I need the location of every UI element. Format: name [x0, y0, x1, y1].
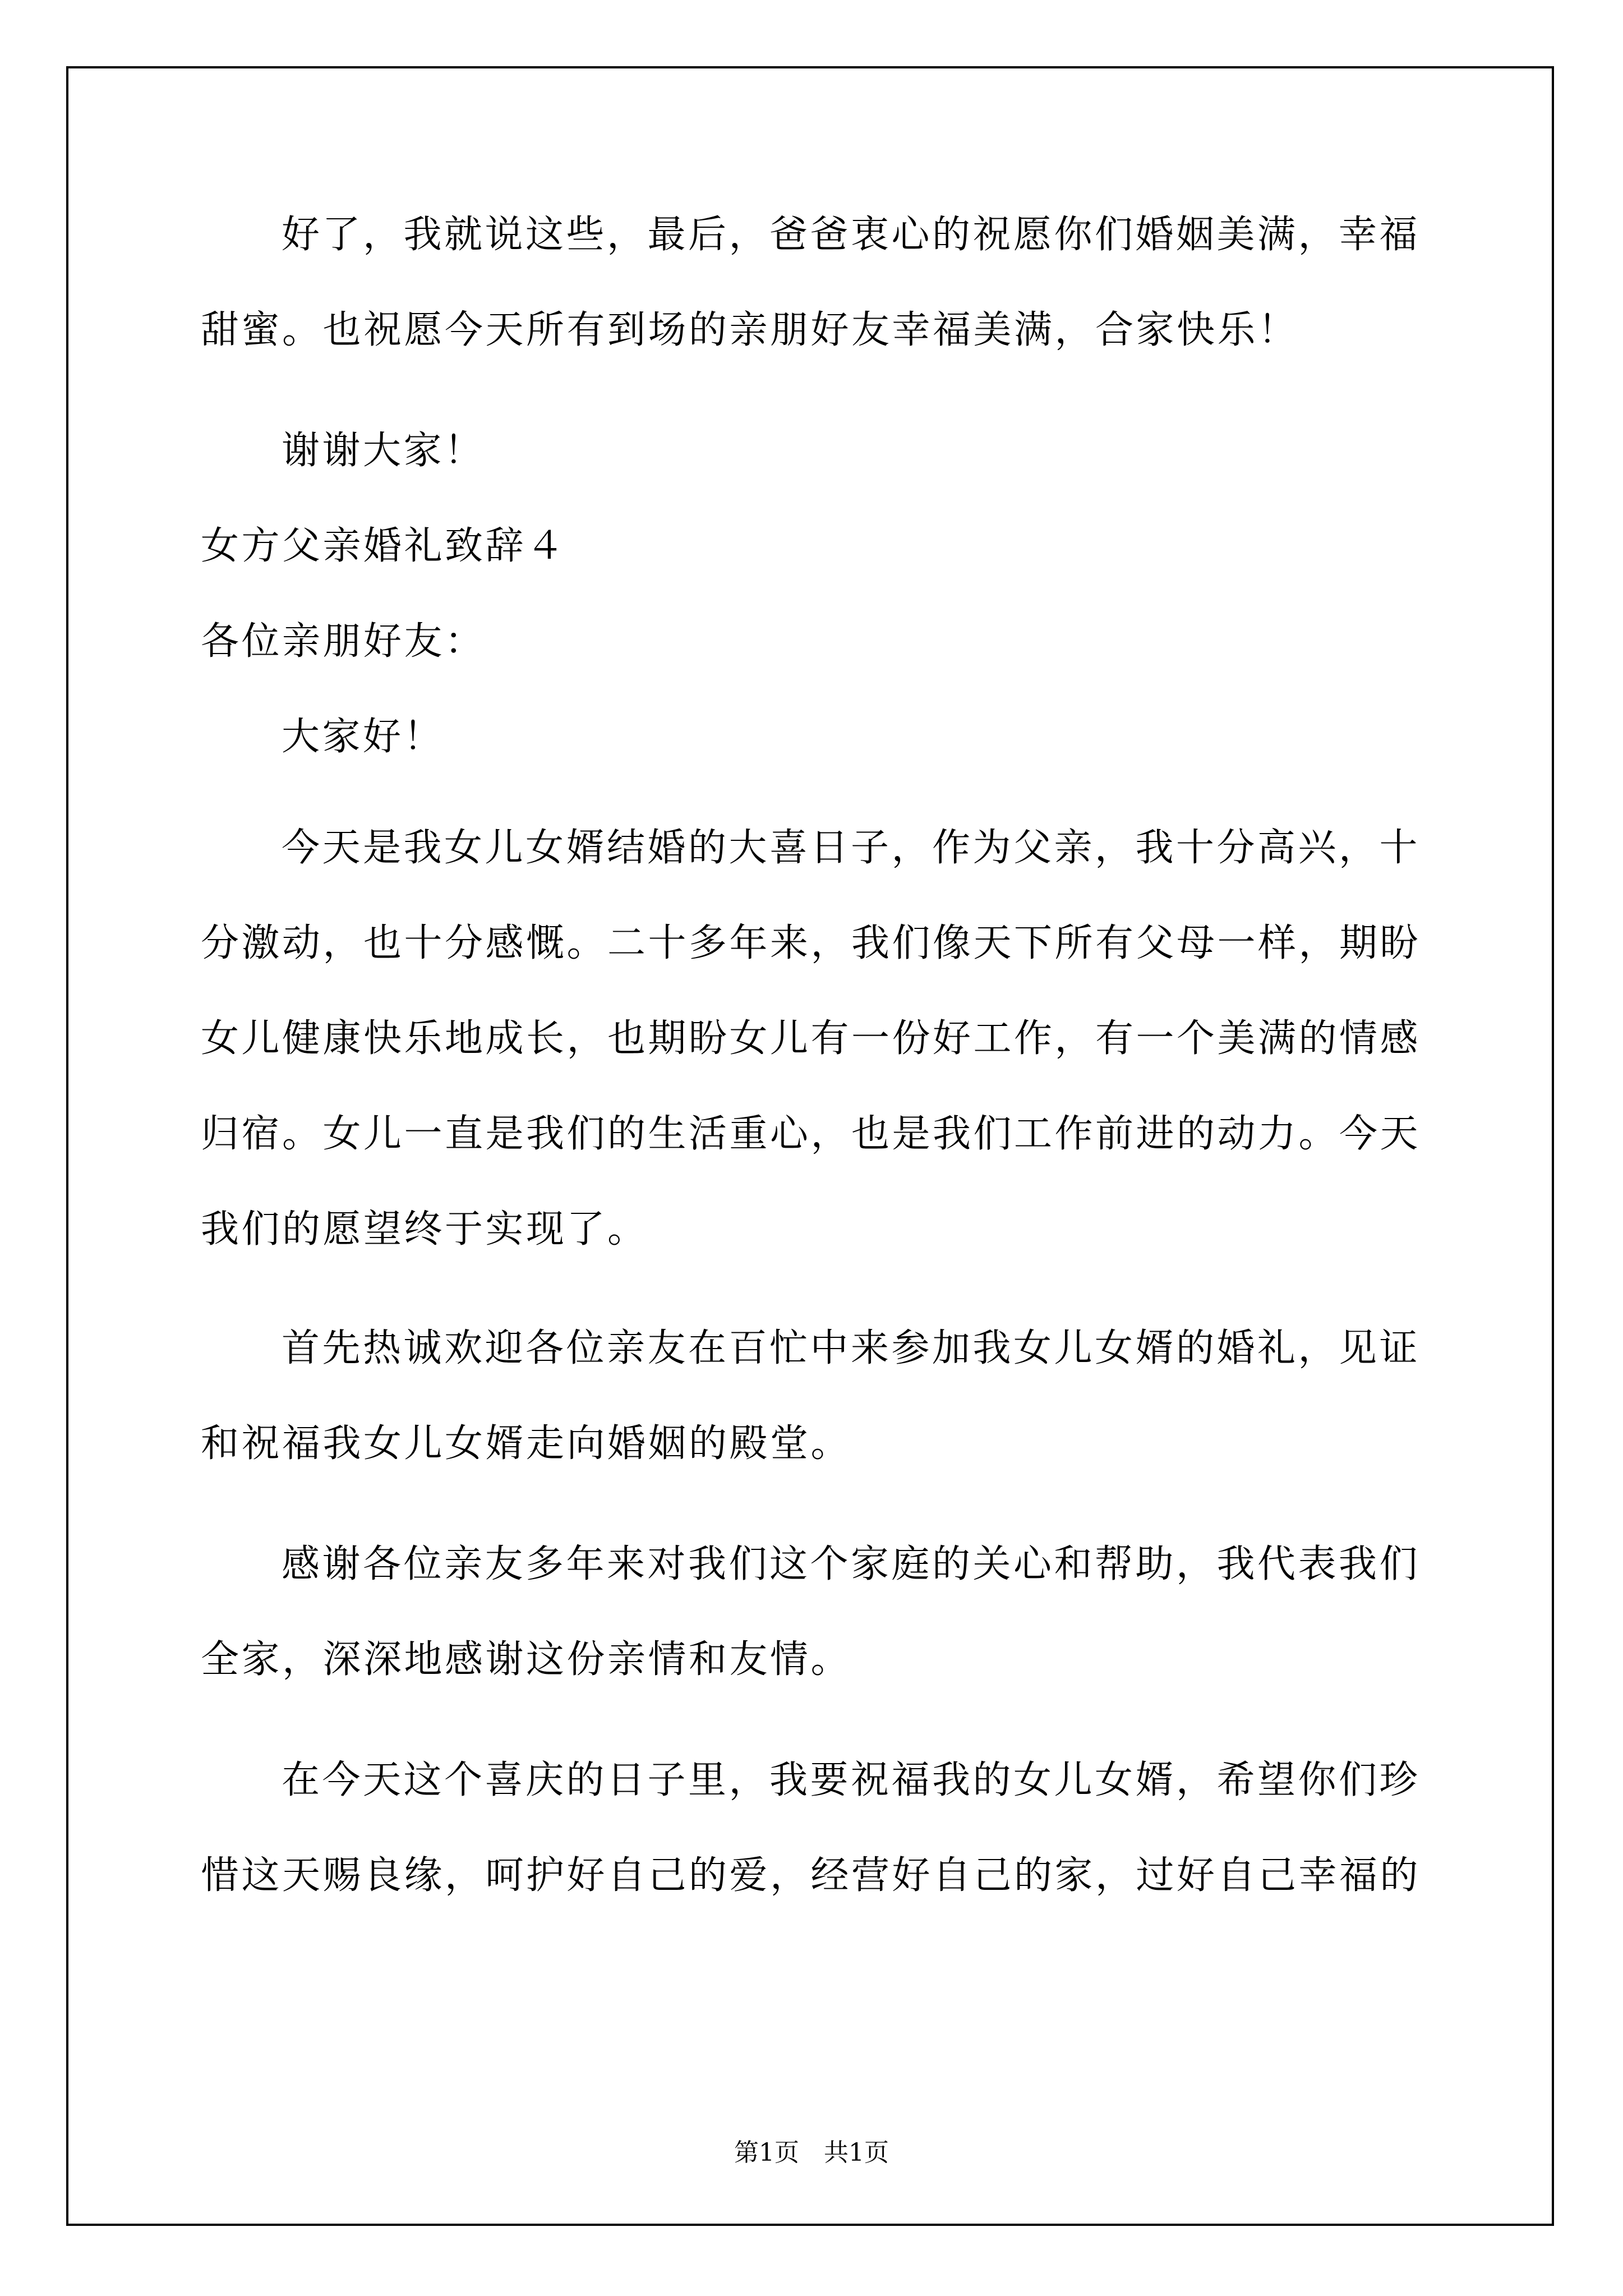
- paragraph-line: 今天是我女儿女婿结婚的大喜日子，作为父亲，我十分高兴，十: [282, 826, 1421, 870]
- paragraph-line: 甜蜜。也祝愿今天所有到场的亲朋好友幸福美满，合家快乐！: [201, 308, 1299, 352]
- paragraph-line: 惜这天赐良缘，呵护好自己的爱，经营好自己的家，过好自己幸福的: [201, 1853, 1421, 1898]
- paragraph-line: 女儿健康快乐地成长，也期盼女儿有一份好工作，有一个美满的情感: [201, 1016, 1421, 1061]
- paragraph-line: 全家，深深地感谢这份亲情和友情。: [201, 1637, 852, 1682]
- paragraph-line: 归宿。女儿一直是我们的生活重心，也是我们工作前进的动力。今天: [201, 1112, 1421, 1156]
- paragraph-line: 好了，我就说这些，最后，爸爸衷心的祝愿你们婚姻美满，幸福: [282, 213, 1421, 257]
- page-footer: 第1页 共1页: [734, 2138, 889, 2167]
- paragraph-line: 在今天这个喜庆的日子里，我要祝福我的女儿女婿，希望你们珍: [282, 1758, 1421, 1802]
- paragraph-line: 我们的愿望终于实现了。: [201, 1207, 648, 1251]
- paragraph-line: 首先热诚欢迎各位亲友在百忙中来参加我女儿女婿的婚礼，见证: [282, 1326, 1421, 1370]
- paragraph-line: 大家好！: [282, 715, 445, 759]
- paragraph-line: 谢谢大家！: [282, 429, 485, 473]
- salutation: 各位亲朋好友：: [201, 619, 486, 664]
- paragraph-line: 感谢各位亲友多年来对我们这个家庭的关心和帮助，我代表我们: [282, 1542, 1421, 1586]
- paragraph-line: 和祝福我女儿女婿走向婚姻的殿堂。: [201, 1421, 852, 1466]
- section-heading: 女方父亲婚礼致辞４: [201, 524, 567, 568]
- paragraph-line: 分激动，也十分感慨。二十多年来，我们像天下所有父母一样，期盼: [201, 921, 1421, 965]
